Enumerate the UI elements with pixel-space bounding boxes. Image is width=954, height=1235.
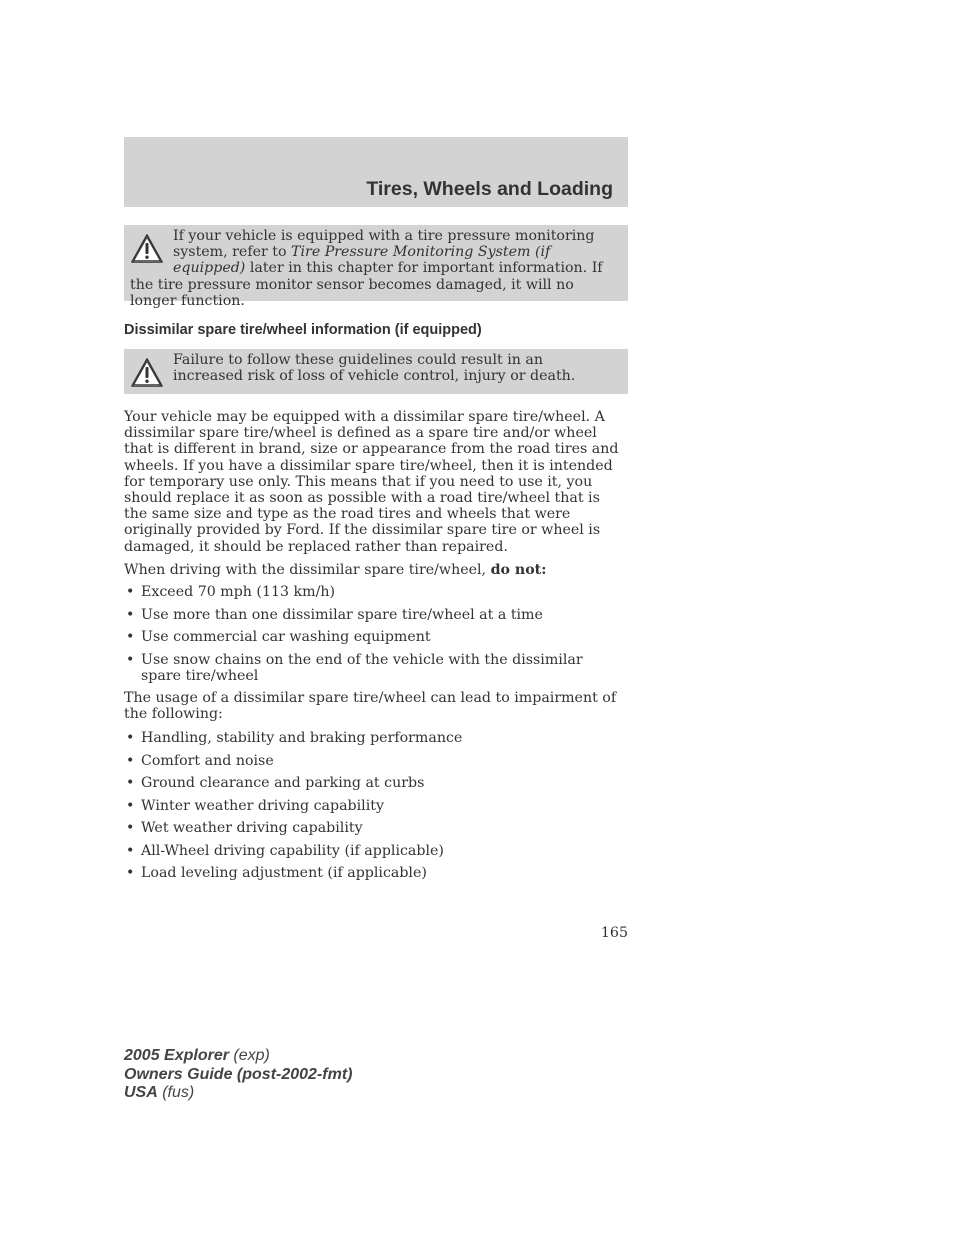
list-item: • Handling, stability and braking performance [124, 730, 624, 746]
list-item: • Exceed 70 mph (113 km/h) [124, 584, 624, 600]
footer-line-guide: Owners Guide (post-2002-fmt) [124, 1065, 353, 1083]
warning-box-guidelines [124, 349, 628, 394]
page-number: 165 [600, 925, 628, 941]
warning-text-tpms: If your vehicle is equipped with a tire pressure monitoring system, refer to Tire Pressure Monitoring System (if equipped) later in this chapter for important information. If the tire pressure monitor sensor becomes damaged, it will no longer function. [130, 228, 603, 309]
intro-paragraph: Your vehicle may be equipped with a dissimilar spare tire/wheel. A dissimilar spare tire/wheel is defined as a spare tire and/or wheel that is different in brand, size or appearance from the road tires and wheels. If you have a dissimilar spare tire/wheel, then it is intended for temporary use only. This means that if you need to use it, you should replace it as soon as possible with a road tire/wheel that is the same size and type as the road tires and wheels that were originally provided by Ford. If the dissimilar spare tire or wheel is damaged, it should be replaced rather than repaired. [124, 409, 619, 555]
warning-triangle-icon [130, 233, 164, 265]
list-item: • Wet weather driving capability [124, 820, 624, 836]
warning-triangle-icon [130, 357, 164, 389]
document-footer [124, 1047, 352, 1103]
list-item: • Use snow chains on the end of the vehicle with the dissimilar spare tire/wheel [124, 652, 624, 684]
impairment-paragraph: The usage of a dissimilar spare tire/wheel can lead to impairment of the following: [124, 690, 617, 723]
do-not-list [124, 584, 624, 690]
footer-line-model: 2005 Explorer (exp) [124, 1047, 270, 1064]
list-item: • Load leveling adjustment (if applicable) [124, 865, 624, 881]
impairment-list [124, 730, 624, 888]
chapter-header-band [124, 137, 628, 207]
list-item: • Comfort and noise [124, 753, 624, 769]
footer-line-region: USA (fus) [124, 1084, 195, 1101]
list-item: • Winter weather driving capability [124, 798, 624, 814]
chapter-title: Tires, Wheels and Loading [366, 178, 613, 200]
list-item: • All-Wheel driving capability (if applicable) [124, 843, 624, 859]
warning-text-guidelines: Failure to follow these guidelines could result in an increased risk of loss of vehicle control, injury or death. [173, 352, 576, 385]
do-not-paragraph: When driving with the dissimilar spare tire/wheel, do not: [124, 562, 547, 578]
list-item: • Ground clearance and parking at curbs [124, 775, 624, 791]
warning-box-tpms [124, 225, 628, 309]
section-heading: Dissimilar spare tire/wheel information (if equipped) [124, 322, 482, 338]
list-item: • Use commercial car washing equipment [124, 629, 624, 645]
list-item: • Use more than one dissimilar spare tire/wheel at a time [124, 607, 624, 623]
